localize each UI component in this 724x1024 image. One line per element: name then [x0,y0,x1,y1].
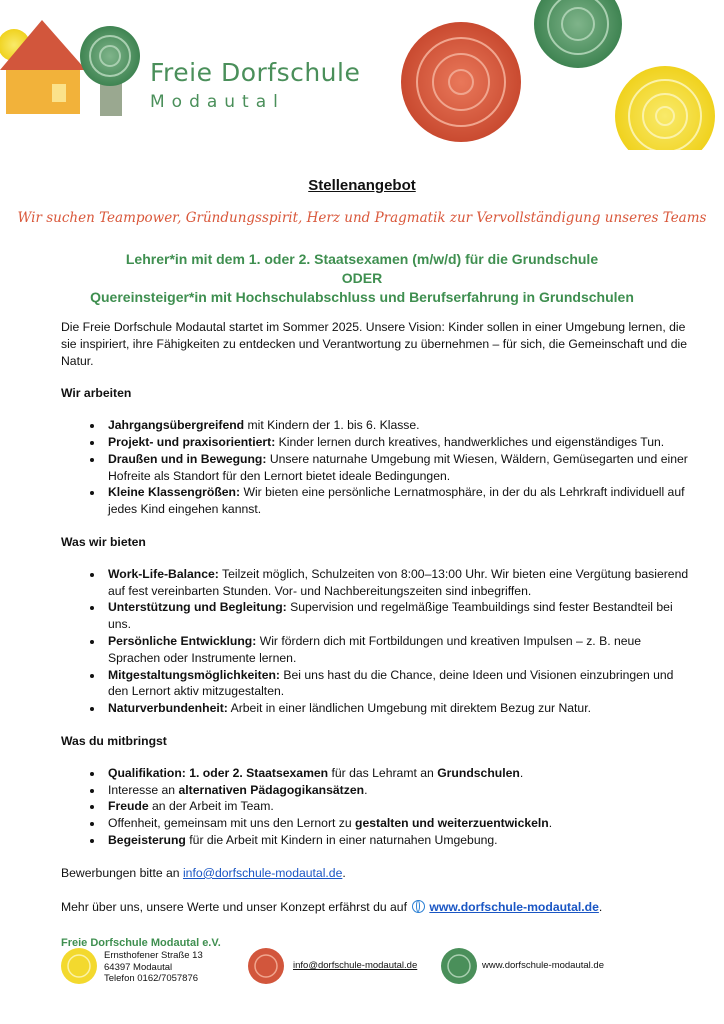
website-link[interactable]: www.dorfschule-modautal.de [429,899,599,914]
section-list [61,417,691,518]
yellow-circle-decoration [615,66,715,150]
job-heading-line1: Lehrer*in mit dem 1. oder 2. Staatsexamen (m/w/d) für die Grundschule [125,251,599,267]
footer-address [104,950,203,985]
tagline: Wir suchen Teampower, Gründungsspirit, Herz und Pragmatik zur Vervollständigung unseres Teams [17,210,707,226]
list-item: • Offenheit, gemeinsam mit uns den Lernort zu gestalten und weiterzuentwickeln. [104,815,691,832]
job-heading [0,250,724,307]
list-item: • Kleine Klassengrößen: Wir bieten eine persönliche Lernatmosphäre, in der du als Lehrkraft individuell auf jedes Kind eingehen kannst. [104,484,691,518]
section-list [61,765,691,849]
list-item: • Qualifikation: 1. oder 2. Staatsexamen für das Lehramt an Grundschulen. [104,765,691,782]
list-item: • Work-Life-Balance: Teilzeit möglich, Schulzeiten von 8:00–13:00 Uhr. Wir bieten eine Vergütung basierend auf fest vereinbarten Stunden. Vor- und Nachbereitungszeiten sind inbegriffen. [104,566,691,600]
footer-email-link[interactable]: info@dorfschule-modautal.de [293,960,418,971]
green-circle-decoration [534,0,622,68]
apply-email-link[interactable]: info@dorfschule-modautal.de [182,865,343,880]
more-info-line: Mehr über uns, unsere Werte und unser Konzept erfährst du auf www.dorfschule-modautal.de. [61,899,603,914]
list-item: • Interesse an alternativen Pädagogikansätzen. [104,782,691,799]
main-content [61,319,691,915]
section-list [61,566,691,717]
list-item: • Unterstützung und Begleitung: Supervision und regelmäßige Teambuildings sind fester Bestandteil bei uns. [104,599,691,633]
school-subtitle: Modautal [150,92,285,112]
footer-org-name: Freie Dorfschule Modautal e.V. [61,937,221,949]
red-circle-decoration [401,22,521,142]
list-item: • Persönliche Entwicklung: Wir fördern dich mit Fortbildungen und kreativen Impulsen – z. B. neue Sprachen oder Instrumente lernen. [104,633,691,667]
footer-website: www.dorfschule-modautal.de [482,960,604,971]
footer-red-circle-icon [248,948,284,984]
list-item: • Naturverbundenheit: Arbeit in einer ländlichen Umgebung mit direktem Bezug zur Natur. [104,700,691,717]
list-item: • Mitgestaltungsmöglichkeiten: Bei uns hast du die Chance, deine Ideen und Visionen einzubringen und den Lernort aktiv mitzugestalten. [104,667,691,701]
section-title: Wir arbeiten [61,386,132,401]
section-title: Was wir bieten [61,534,146,549]
list-item: • Begeisterung für die Arbeit mit Kindern in einer naturnahen Umgebung. [104,832,691,849]
list-item: • Draußen und in Bewegung: Unsere naturnahe Umgebung mit Wiesen, Wäldern, Gemüsegarten und einer Hofreite als Standort für den Lernort bietet ideale Bedingungen. [104,451,691,485]
globe-icon [412,900,425,913]
page-title: Stellenangebot [308,177,416,194]
header-decoration [0,0,724,150]
intro-paragraph: Die Freie Dorfschule Modautal startet im Sommer 2025. Unsere Vision: Kinder sollen in einer Umgebung lernen, die sie inspiriert, ihre Fähigkeiten zu entdecken und Verantwortung zu übernehmen – für sich, die Gemeinschaft und die Natur. [61,320,687,368]
list-item: • Projekt- und praxisorientiert: Kinder lernen durch kreatives, handwerkliches und eigenständiges Tun. [104,434,691,451]
footer-city: 64397 Modautal [104,961,173,973]
logo-tree-icon [80,26,140,116]
section-title: Was du mitbringst [61,733,167,748]
footer-yellow-circle-icon [61,948,97,984]
footer-phone: Telefon 0162/7057876 [104,973,199,984]
apply-line: Bewerbungen bitte an info@dorfschule-modautal.de. [61,865,346,880]
footer-street: Ernsthofener Straße 13 [104,950,203,961]
school-name: Freie Dorfschule [150,58,361,87]
list-item: • Jahrgangsübergreifend mit Kindern der 1. bis 6. Klasse. [104,417,691,434]
list-item: • Freude an der Arbeit im Team. [104,798,691,815]
footer-green-circle-icon [441,948,477,984]
job-heading-line3: Quereinsteiger*in mit Hochschulabschluss und Berufserfahrung in Grundschulen [90,289,634,305]
job-heading-line2: ODER [341,270,383,286]
